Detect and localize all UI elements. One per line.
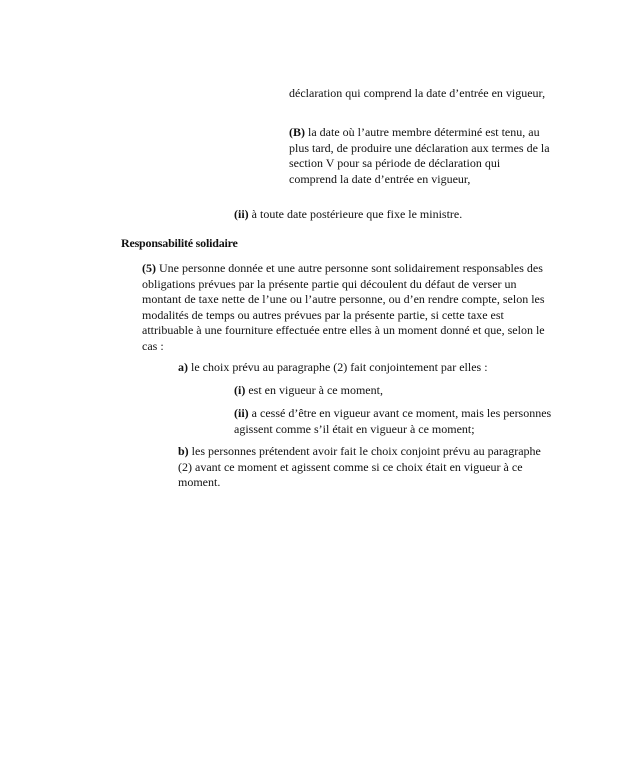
clause-b-paragraph (289, 125, 551, 187)
paragraph-a-label: a) (178, 360, 188, 374)
clause-ii-top-label: (ii) (234, 207, 249, 221)
paragraph-b-text: les personnes prétendent avoir fait le choix conjoint prévu au paragraphe (2) avant ce moment et agissent comme si ce choix était en vigueur à ce moment. (178, 444, 541, 490)
continuation-paragraph (289, 86, 551, 102)
clause-ii-top-text: à toute date postérieure que fixe le ministre. (248, 207, 463, 221)
paragraph-a (178, 360, 548, 376)
continuation-text: déclaration qui comprend la date d’entrée en vigueur, (289, 86, 546, 100)
subparagraph-i-text: est en vigueur à ce moment, (245, 383, 383, 397)
subparagraph-i (234, 383, 554, 399)
paragraph-b (178, 444, 550, 491)
paragraph-5-label: (5) (142, 261, 156, 275)
subparagraph-ii-text: a cessé d’être en vigueur avant ce moment, mais les personnes agissent comme s’il était en vigueur à ce moment; (234, 406, 552, 436)
subparagraph-ii (234, 406, 554, 437)
paragraph-a-text: le choix prévu au paragraphe (2) fait conjointement par elles : (188, 360, 488, 374)
subparagraph-ii-label: (ii) (234, 406, 249, 420)
paragraph-b-label: b) (178, 444, 189, 458)
paragraph-5-text: Une personne donnée et une autre personne sont solidairement responsables des obligations prévues par la présente partie qui découlent du défaut de verser un montant de taxe nette de l’une ou l’autre personne, ou d’en rendre compte, selon les modalités de temps ou autres prévues par la présente partie, si cette taxe est attribuable à une fourniture effectuée entre elles à un moment donné et que, selon le cas : (142, 261, 545, 353)
subparagraph-i-label: (i) (234, 383, 246, 397)
paragraph-5 (142, 261, 554, 355)
clause-b-text: la date où l’autre membre déterminé est tenu, au plus tard, de produire une déclaration aux termes de la section V pour sa période de déclaration qui comprend la date d’entrée en vigueur, (289, 125, 550, 186)
clause-ii-top-paragraph (234, 207, 554, 223)
clause-b-label: (B) (289, 125, 305, 139)
section-heading: Responsabilité solidaire (121, 236, 238, 250)
